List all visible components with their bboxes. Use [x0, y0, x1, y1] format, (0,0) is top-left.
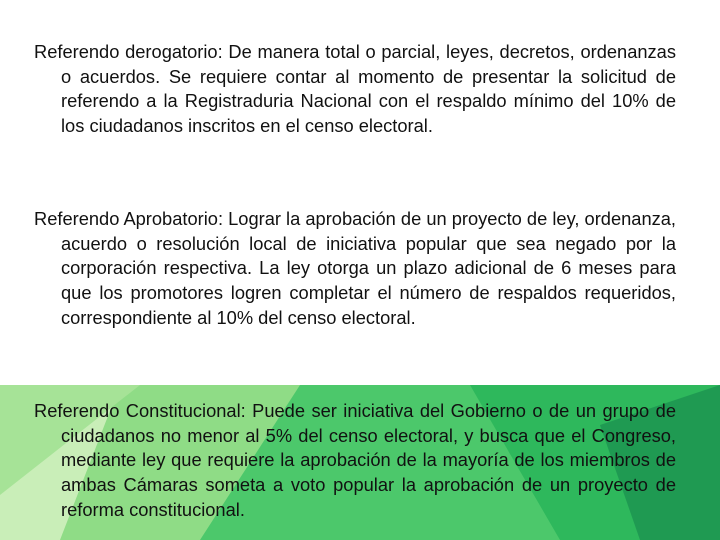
paragraph-referendo-constitucional: Referendo Constitucional: Puede ser iniciativa del Gobierno o de un grupo de ciudadanos no menor al 5% del censo electoral, y busca que el Congreso, mediante ley que requiere la aprobación de la mayoría de los miembros de ambas Cámaras someta a voto popular la aprobación de un proyecto de reforma constitucional.: [34, 400, 676, 520]
paragraph-referendo-derogatorio: Referendo derogatorio: De manera total o parcial, leyes, decretos, ordenanzas o acuerdos. Se requiere contar al momento de presentar la solicitud de referendo a la Registraduria Nacional con el respaldo mínimo del 10% de los ciudadanos inscritos en el censo electoral.: [34, 41, 676, 137]
paragraph-referendo-aprobatorio: Referendo Aprobatorio: Lograr la aprobación de un proyecto de ley, ordenanza, acuerdo o resolución local de iniciativa popular que sea negado por la corporación respectiva. La ley otorga un plazo adicional de 6 meses para que los promotores logren completar el número de respaldos requeridos, correspondiente al 10% del censo electoral.: [34, 208, 676, 328]
